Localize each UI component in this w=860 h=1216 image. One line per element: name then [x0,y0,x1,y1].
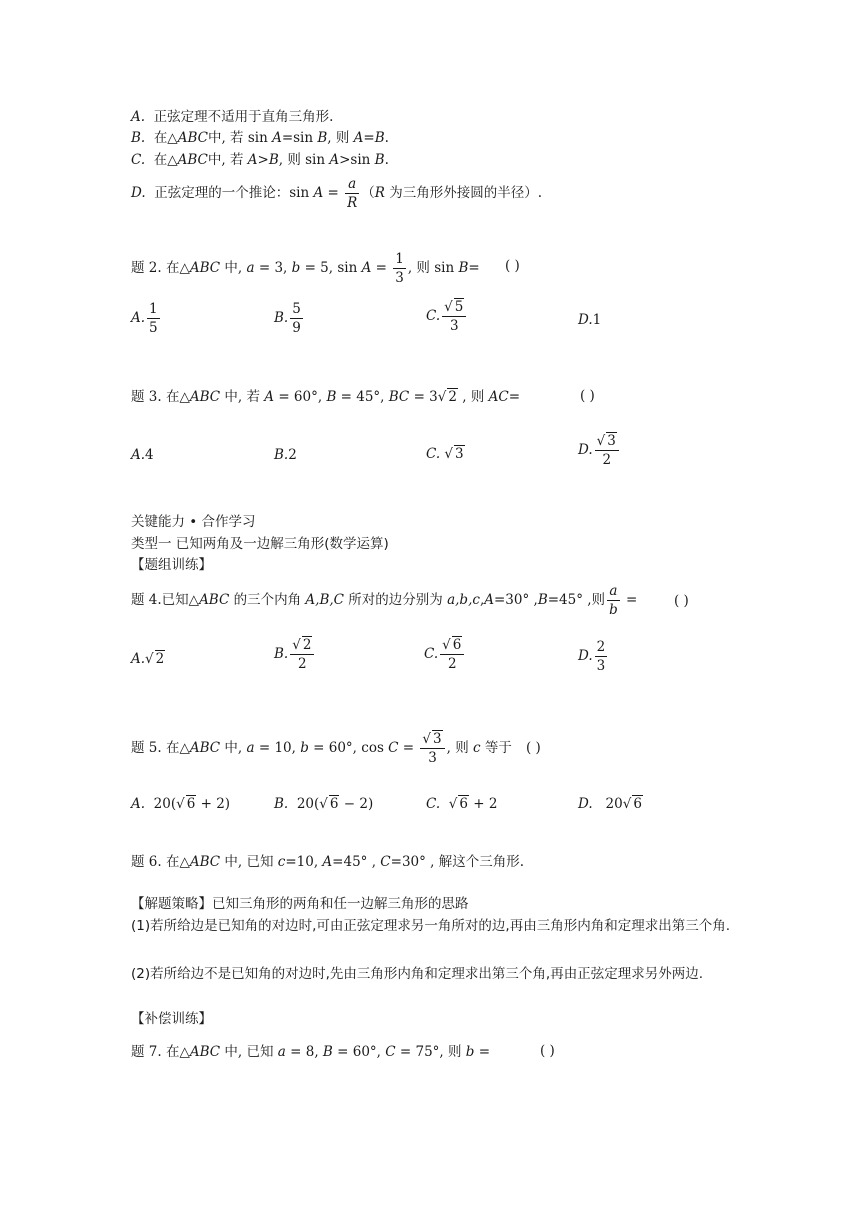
q3-option-a: A.4 [131,447,154,463]
q7-stem: 题 7. 在△ABC 中, 已知 a = 8, B = 60°, C = 75°, 则 b = [131,1044,491,1060]
q5-stem: 题 5. 在△ABC 中, a = 10, b = 60°, cos C = $\frac{√ 3}{3}$ , 则 c 等于 [131,731,512,766]
q2-option-b: B. $\frac{5}{9}$ [274,301,301,336]
fraction-root3-over-3: $\frac{√ 3}{3}$ [420,730,444,767]
q3-option-b: B.2 [274,447,297,463]
q4-option-d: D. $\frac{2}{3}$ [578,639,606,674]
q2-option-d: D.1 [578,312,602,328]
q3-option-c: C. √ 3 [426,446,464,462]
q1-option-a: A. 正弦定理不适用于直角三角形. [131,109,334,125]
strategy-point-2: (2)若所给边不是已知角的对边时,先由三角形内角和定理求出第三个角,再由正弦定理求另外两边. [131,966,703,982]
compensation-heading: 【补偿训练】 [131,1011,212,1027]
q4-option-c: C. $\frac{√ 6}{2}$ [424,636,466,673]
q2-answer-blank: ( ) [505,258,520,274]
fraction-a-over-r: $\frac{a}{R}$ [347,176,358,211]
q1-option-b: B. 在△ABC中, 若 sin A=sin B, 则 A=B. [131,130,389,146]
q4-option-b: B. $\frac{√ 2}{2}$ [274,636,316,673]
drill-heading: 【题组训练】 [131,557,212,573]
q3-option-d: D. $\frac{√ 3}{2}$ [578,432,621,469]
section-heading: 关键能力 • 合作学习 [131,514,256,530]
fraction-a-over-b: $\frac{a}{b}$ [609,583,618,618]
q5-option-b: B. 20(√ 6 − 2) [274,796,374,812]
fraction-one-third: $\frac{1}{3}$ [395,251,404,286]
q3-stem: 题 3. 在△ABC 中, 若 A = 60°, B = 45°, BC = 3√ 2 , 则 AC= [131,389,521,405]
q1-option-c: C. 在△ABC中, 若 A>B, 则 sin A>sin B. [131,152,389,168]
q5-option-d: D. 20√ 6 [578,796,642,812]
strategy-title: 【解题策略】已知三角形的两角和任一边解三角形的思路 [131,896,469,912]
type-one-heading: 类型一 已知两角及一边解三角形(数学运算) [131,536,389,552]
q5-option-c: C. √ 6 + 2 [426,796,498,812]
q2-stem: 题 2. 在△ABC 中, a = 3, b = 5, sin A = $\frac{1}{3}$ , 则 sin B= [131,251,480,286]
q3-answer-blank: ( ) [580,388,595,404]
strategy-point-1: (1)若所给边是已知角的对边时,可由正弦定理求另一角所对的边,再由三角形内角和定理求出第三个角. [131,918,730,934]
q6-stem: 题 6. 在△ABC 中, 已知 c=10, A=45° , C=30° , 解这个三角形. [131,854,525,870]
q2-option-a: A. $\frac{1}{5}$ [131,301,158,336]
q4-stem: 题 4.已知△ABC 的三个内角 A,B,C 所对的边分别为 a,b,c,A=30° ,B=45° ,则 $\frac{a}{b}$ = [131,583,638,618]
q5-answer-blank: ( ) [526,740,541,756]
q5-option-a: A. 20(√ 6 + 2) [131,796,231,812]
q1-option-d: D. 正弦定理的一个推论：sin A = $\frac{a}{R}$ （R 为三角形外接圆的半径）. [131,176,543,211]
q4-answer-blank: ( ) [674,593,689,609]
q2-option-c: C. $\frac{√ 5}{3}$ [426,298,468,335]
q4-option-a: A.√ 2 [131,651,165,667]
q7-answer-blank: ( ) [540,1043,555,1059]
